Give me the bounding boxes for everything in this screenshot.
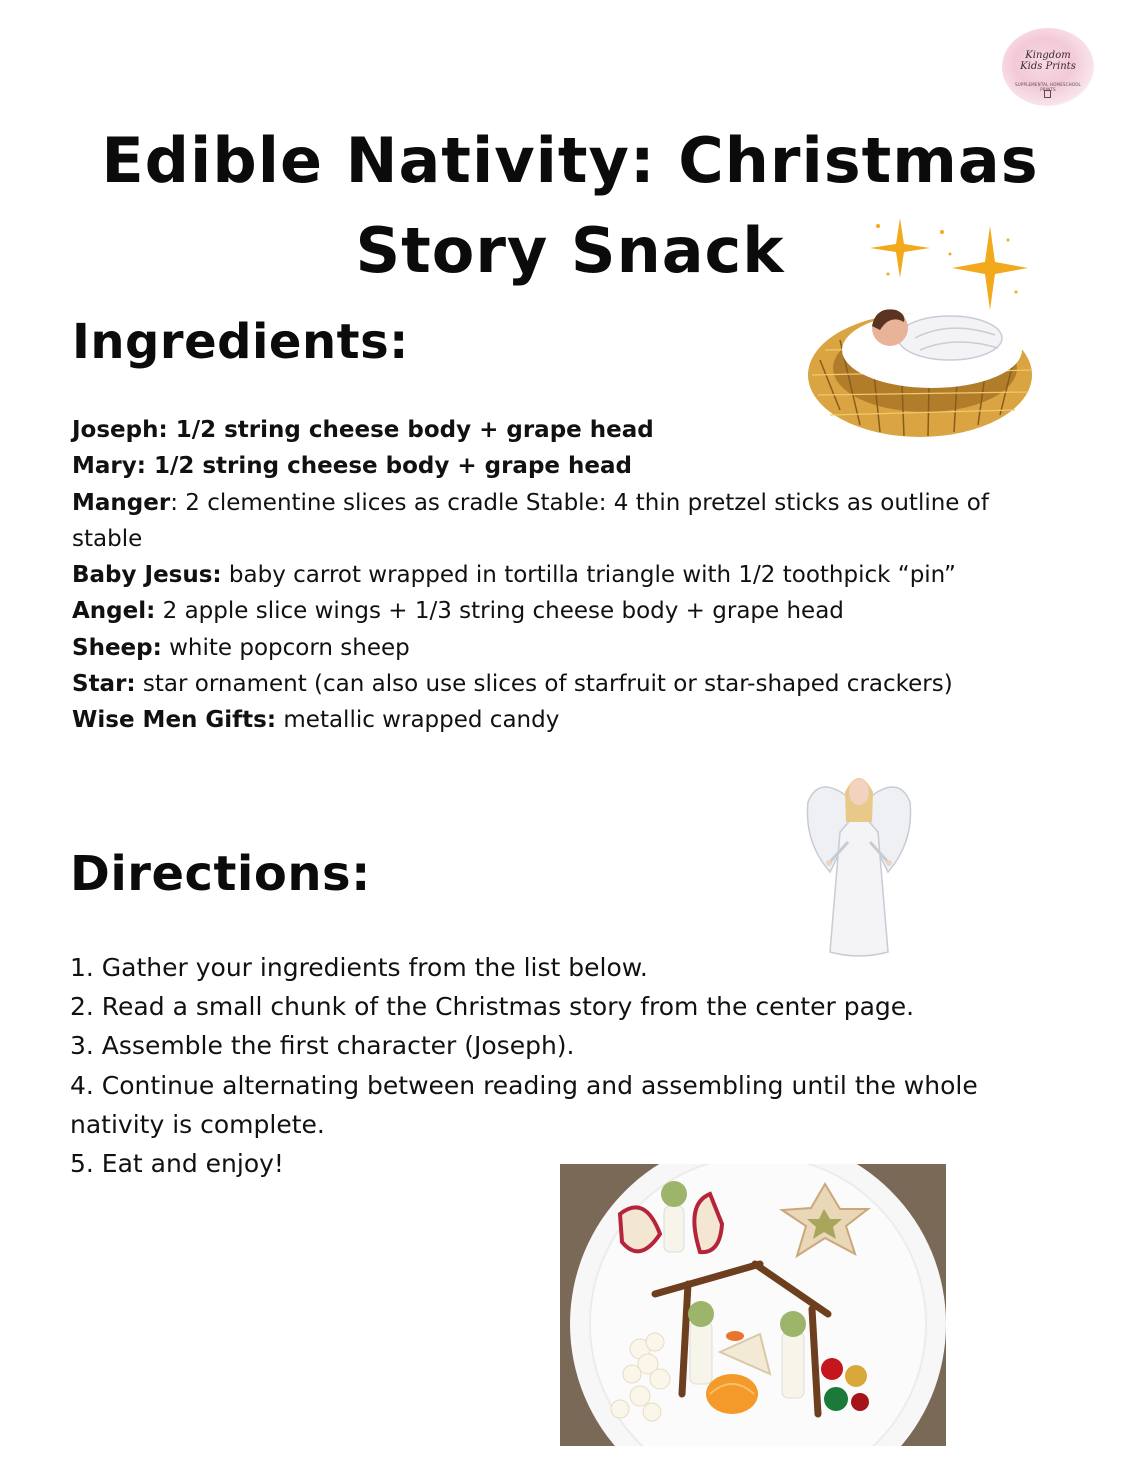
logo-tagline: SUPPLEMENTAL HOMESCHOOL PRINTS <box>1015 82 1081 92</box>
title-line-1: Edible Nativity: Christmas <box>101 124 1039 197</box>
ingredient-text: metallic wrapped candy <box>276 707 560 734</box>
list-item <box>72 666 1012 702</box>
directions-heading: Directions: <box>70 846 371 902</box>
ingredient-text: 2 apple slice wings + 1/3 string cheese body + grape head <box>155 598 844 625</box>
ingredient-text: baby carrot wrapped in tortilla triangle with 1/2 toothpick “pin” <box>221 562 956 589</box>
ingredient-label: Joseph: 1/2 string cheese body + grape head <box>72 417 654 443</box>
direction-step: 1. Gather your ingredients from the list below. <box>70 953 648 982</box>
list-item <box>72 593 1012 629</box>
direction-step: 4. Continue alternating between reading and assembling until the whole nativity is complete. <box>70 1070 978 1139</box>
angel-illustration <box>800 762 918 962</box>
list-item <box>72 702 1012 738</box>
direction-step: 2. Read a small chunk of the Christmas story from the center page. <box>70 992 915 1022</box>
title-line-2: Story Snack <box>355 214 785 287</box>
list-item <box>72 485 1012 558</box>
list-item <box>72 412 1012 448</box>
ingredient-label: Star: <box>72 671 136 698</box>
book-icon <box>1044 90 1051 98</box>
direction-step: 3. Assemble the first character (Joseph). <box>70 1031 575 1061</box>
ingredient-text: star ornament (can also use slices of starfruit or star-shaped crackers) <box>135 671 953 698</box>
ingredient-text: white popcorn sheep <box>161 634 410 661</box>
ingredients-list <box>72 412 1012 739</box>
direction-step: 5. Eat and enjoy! <box>70 1149 284 1179</box>
ingredient-label: Wise Men Gifts: <box>72 707 277 734</box>
brand-logo <box>1002 28 1094 106</box>
snack-photo <box>560 1164 946 1446</box>
list-item <box>72 557 1012 593</box>
directions-list <box>70 948 990 1183</box>
ingredient-label: Manger <box>72 489 171 516</box>
ingredient-label: Mary: 1/2 string cheese body + grape head <box>72 453 632 480</box>
ingredient-label: Angel: <box>72 598 156 625</box>
list-item <box>72 630 1012 666</box>
ingredient-label: Sheep: <box>72 634 162 661</box>
ingredient-text: : 2 clementine slices as cradle Stable: 4 thin pretzel sticks as outline of stable <box>72 489 989 552</box>
star-icon <box>870 218 1028 310</box>
ingredient-label: Baby Jesus: <box>72 562 222 589</box>
logo-name: Kingdom Kids Prints <box>1020 50 1076 72</box>
ingredients-heading: Ingredients: <box>72 314 409 370</box>
list-item <box>72 448 1012 484</box>
